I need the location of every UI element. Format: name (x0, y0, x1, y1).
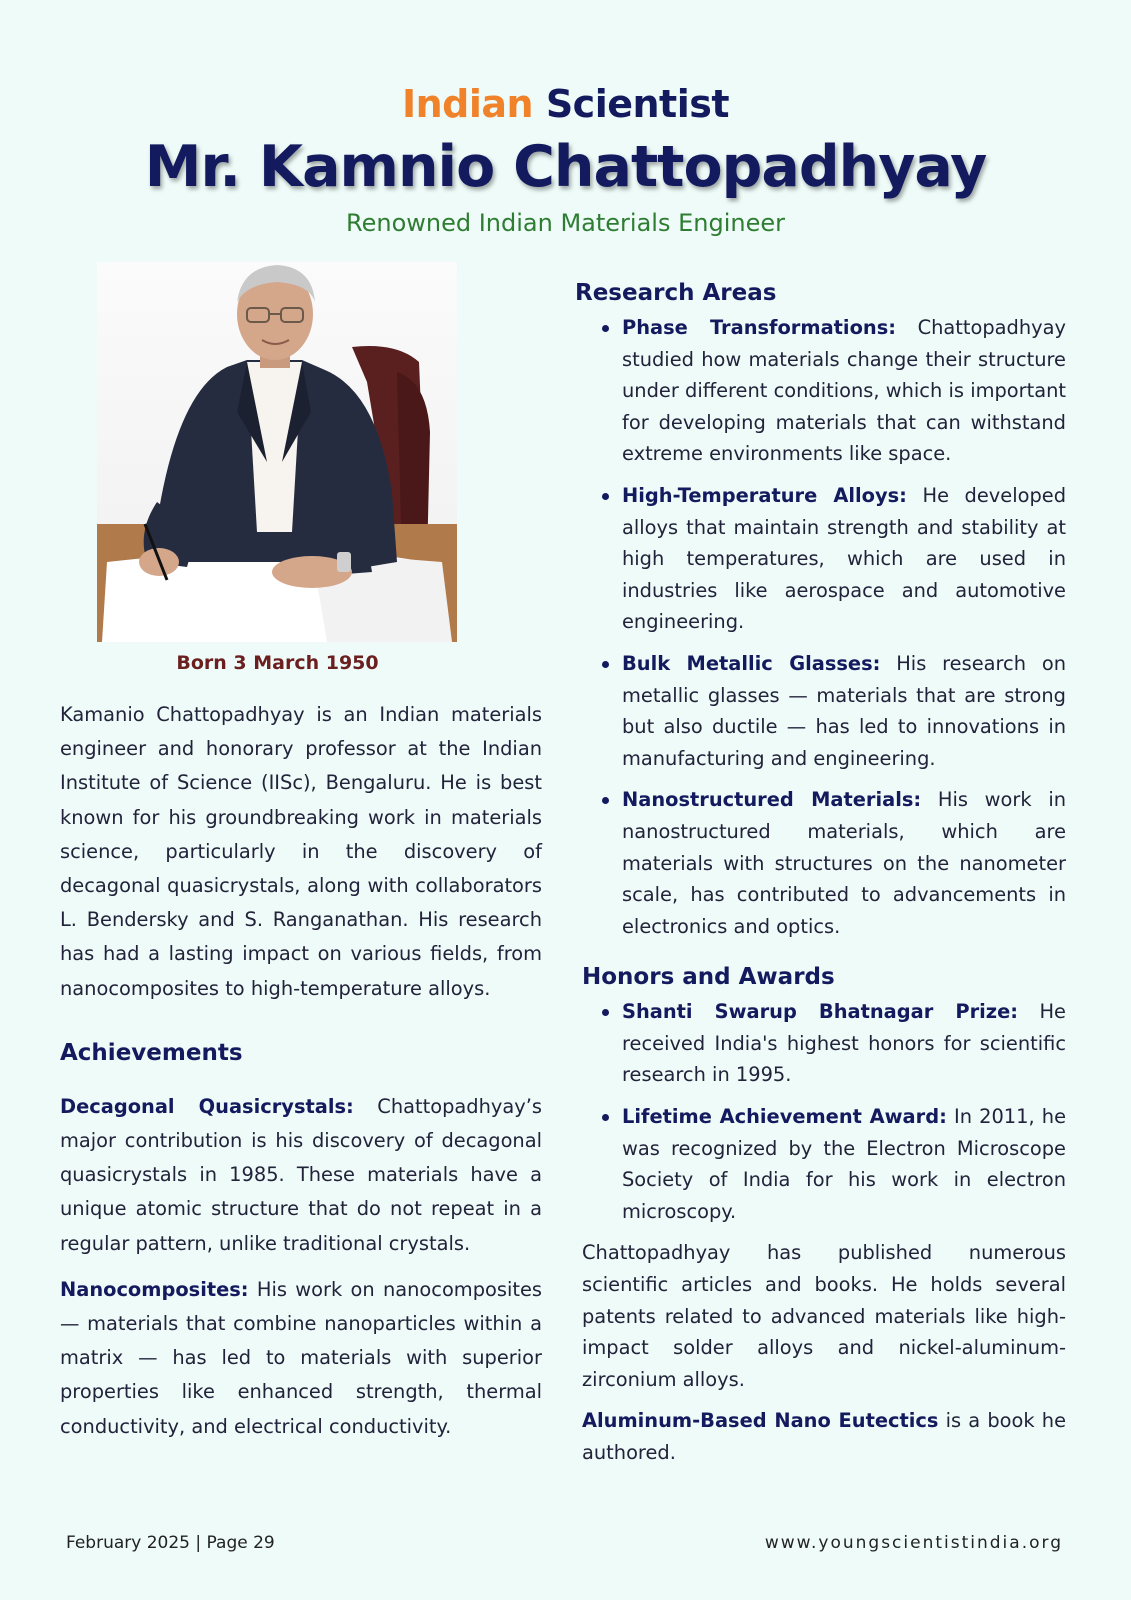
research-title: Bulk Metallic Glasses: (622, 651, 881, 675)
list-item (582, 996, 1066, 1091)
book-paragraph (582, 1405, 1066, 1468)
list-item (582, 784, 1066, 942)
research-text: His research on metallic glasses — materials that are strong but also ductile — has led to innovations in manufacturing and engineering. (622, 651, 1066, 770)
book-text: is a book he authored. (582, 1409, 1067, 1464)
research-title: High-Temperature Alloys: (622, 483, 907, 507)
honor-title: Lifetime Achievement Award: (622, 1105, 947, 1129)
left-column (60, 698, 542, 1444)
right-column (575, 278, 1067, 1469)
research-text: His work in nanostructured materials, which are materials with structures on the nanometer scale, has contributed to advancements in electronics and optics. (622, 788, 1066, 938)
page-title: Mr. Kamnio Chattopadhyay (144, 134, 987, 200)
footer-website: www.youngscientistindia.org (764, 1533, 1063, 1553)
book-title: Aluminum-Based Nano Eutectics (582, 1409, 939, 1433)
page-header (0, 78, 1131, 242)
achievement-text: His work on nanocomposites — materials that combine nanoparticles within a matrix — has led to materials with superior properties like enhanced strength, thermal conductivity, and electrical conductivity. (60, 1277, 542, 1438)
achievement-title: Decagonal Quasicrystals: (60, 1094, 354, 1118)
list-item (582, 480, 1066, 638)
research-text: Chattopadhyay studied how materials change their structure under different conditions, which is important for developing materials that can withstand extreme environments like space. (622, 316, 1066, 466)
kicker-scientist: Scientist (545, 82, 730, 126)
achievement-title: Nanocomposites: (60, 1277, 249, 1301)
honor-text: He received India's highest honors for scientific research in 1995. (622, 1000, 1066, 1087)
subtitle: Renowned Indian Materials Engineer (346, 209, 785, 237)
kicker-indian: Indian (401, 82, 534, 126)
research-title: Nanostructured Materials: (622, 788, 922, 812)
list-item (582, 1101, 1066, 1227)
research-text: He developed alloys that maintain strength and stability at high temperatures, which are used in industries like aerospace and automotive engineering. (622, 483, 1066, 634)
footer-date-page: February 2025 | Page 29 (66, 1533, 275, 1553)
list-item (582, 312, 1066, 470)
honor-title: Shanti Swarup Bhatnagar Prize: (622, 1000, 1018, 1024)
achievement-text: Chattopadhyay’s major contribution is his discovery of decagonal quasicrystals in 1985. These materials have a unique atomic structure that do not repeat in a regular pattern, unlike traditional crystals. (60, 1094, 542, 1255)
list-item (582, 648, 1066, 774)
intro-paragraph: Kamanio Chattopadhyay is an Indian materials engineer and honorary professor at the Indian Institute of Science (IISc), Bengaluru. He is best known for his groundbreaking work in materials science, particularly in the discovery of decagonal quasicrystals, along with collaborators L. Bendersky and S. Ranganathan. His research has had a lasting impact on various fields, from nanocomposites to high-temperature alloys. (60, 703, 542, 1000)
portrait-photo (97, 262, 457, 642)
research-list (582, 312, 1066, 942)
research-title: Phase Transformations: (622, 316, 896, 339)
honors-list (582, 996, 1066, 1227)
research-heading: Research Areas (575, 280, 777, 306)
photo-caption: Born 3 March 1950 (176, 652, 379, 674)
achievement-item (60, 1090, 542, 1261)
closing-paragraph: Chattopadhyay has published numerous scientific articles and books. He holds several patents related to advanced materials like high-impact solder alloys and nickel-aluminum-zirconium alloys. (582, 1241, 1066, 1391)
honors-heading: Honors and Awards (582, 964, 835, 991)
achievement-item (60, 1273, 542, 1444)
kicker (0, 78, 1131, 130)
portrait-illustration (97, 262, 457, 642)
honor-text: In 2011, he was recognized by the Electron Microscope Society of India for his work in electron microscopy. (622, 1105, 1066, 1223)
achievements-heading: Achievements (60, 1039, 243, 1066)
